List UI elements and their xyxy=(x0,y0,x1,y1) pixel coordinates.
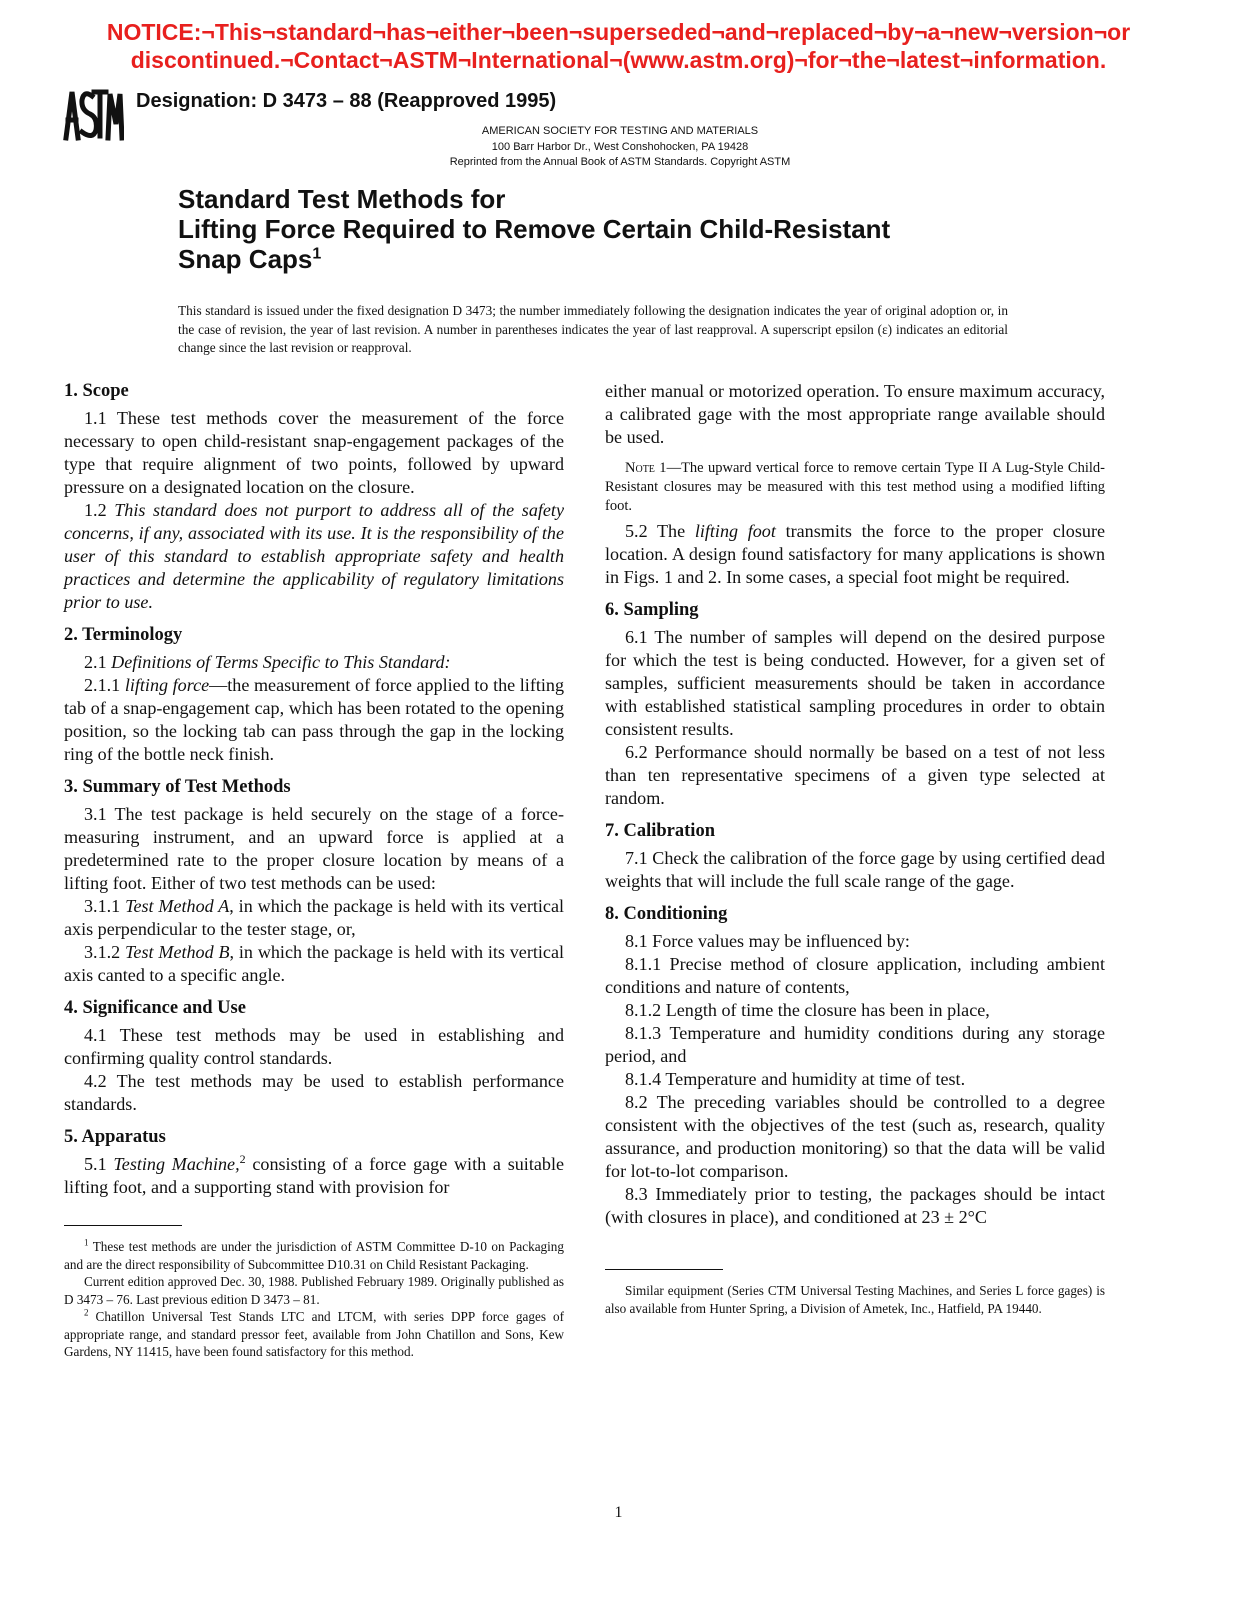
para-8-3: 8.3 Immediately prior to testing, the packages should be intact (with closures in place), and conditioned at 23 ± 2°C xyxy=(605,1184,1105,1227)
para-5-2: 5.2 The lifting foot transmits the force to the proper closure location. A design found satisfactory for many applications is shown in Figs. 1 and 2. In some cases, a special foot might be required. xyxy=(605,521,1106,587)
footnote-2: $^2$ Chatillon Universal Test Stands LTC and LTCM, with series DPP force gages of appropriate range, and standard pressor feet, available from John Chatillon and Sons, Kew Gardens, NY 11415, have been found satisfactory for this method. xyxy=(64,1307,564,1359)
para-4-2: 4.2 The test methods may be used to establish performance standards. xyxy=(64,1071,564,1114)
para-8-1-2: 8.1.2 Length of time the closure has been in place, xyxy=(625,1000,990,1020)
note-1: Note 1—The upward vertical force to remove certain Type II A Lug-Style Child-Resistant closures may be measured with this test method using a modified lifting foot. xyxy=(605,460,1105,514)
section-heading-scope: 1. Scope xyxy=(64,381,129,401)
para-8-1-1: 8.1.1 Precise method of closure application, including ambient conditions and nature of contents, xyxy=(605,954,1105,997)
title-line-2: Lifting Force Required to Remove Certain Child-Resistant xyxy=(178,214,891,244)
para-8-1: 8.1 Force values may be influenced by: xyxy=(625,931,910,951)
para-2-1: 2.1 Definitions of Terms Specific to This Standard: xyxy=(84,652,451,672)
para-8-1-3: 8.1.3 Temperature and humidity conditions during any storage period, and xyxy=(605,1023,1105,1066)
para-1-2: 1.2 This standard does not purport to address all of the safety concerns, if any, associated with its use. It is the responsibility of the user of this standard to establish appropriate safety and health practices and determine the applicability of regulatory limitations prior to use. xyxy=(64,500,564,612)
para-3-1: 3.1 The test package is held securely on the stage of a force-measuring instrument, and an upward force is applied at a predetermined rate to the proper closure location by means of a lifting foot. Either of two test methods can be used: xyxy=(64,804,564,893)
footnote-divider-right xyxy=(605,1269,723,1270)
para-6-1: 6.1 The number of samples will depend on the desired purpose for which the test is being conducted. However, for a given set of samples, sufficient measurements should be taken in accordance with established statistical sampling procedures in order to obtain consistent results. xyxy=(605,627,1105,739)
publisher-block xyxy=(380,124,860,171)
para-8-1-4: 8.1.4 Temperature and humidity at time of test. xyxy=(625,1069,966,1089)
section-heading-conditioning: 8. Conditioning xyxy=(605,904,728,924)
footnote-ref-2: 2 xyxy=(239,1151,246,1166)
footnote-divider xyxy=(64,1225,182,1226)
page-number: 1 xyxy=(614,1504,623,1521)
title-line-3: Snap Caps$^1$ xyxy=(178,244,322,274)
section-heading-apparatus: 5. Apparatus xyxy=(64,1127,166,1147)
issue-statement: This standard is issued under the fixed designation D 3473; the number immediately following the designation indicates the year of original adoption or, in the case of revision, the year of last revision. A number in parentheses indicates the year of last reapproval. A superscript epsilon (ε) indicates an editorial change since the last revision or reapproval. xyxy=(178,303,1008,355)
document-title xyxy=(178,184,1078,274)
designation: Designation: D 3473 – 88 (Reapproved 1995) xyxy=(136,90,557,112)
para-7-1: 7.1 Check the calibration of the force gage by using certified dead weights that will include the full scale range of the gage. xyxy=(605,848,1105,891)
footnote-1-edition: Current edition approved Dec. 30, 1988. Published February 1989. Originally published as D 3473 – 76. Last previous edition D 3473 – 81. xyxy=(64,1274,564,1307)
para-5-1: 5.1 Testing Machine,$^2$ consisting of a force gage with a suitable lifting foot, and a supporting stand with provision for xyxy=(64,1151,564,1197)
para-4-1: 4.1 These test methods may be used in establishing and confirming quality control standards. xyxy=(64,1025,564,1068)
publisher-address: 100 Barr Harbor Dr., West Conshohocken, PA 19428 xyxy=(491,140,749,153)
right-column xyxy=(605,380,1105,1317)
astm-logo-icon xyxy=(62,86,124,142)
para-1-1: 1.1 These test methods cover the measurement of the force necessary to open child-resistant snap-engagement packages of the type that require alignment of two points, followed by upward pressure on a designated location on the closure. xyxy=(64,408,564,497)
para-3-1-2: 3.1.2 Test Method B, in which the package is held with its vertical axis canted to a specific angle. xyxy=(64,942,565,985)
publisher-name: AMERICAN SOCIETY FOR TESTING AND MATERIALS xyxy=(481,125,759,137)
notice-line-2: discontinued.¬Contact¬ASTM¬International¬(www.astm.org)¬for¬the¬latest¬information. xyxy=(130,47,1107,73)
section-heading-terminology: 2. Terminology xyxy=(64,625,183,645)
left-column xyxy=(64,380,564,1361)
section-heading-calibration: 7. Calibration xyxy=(605,821,715,841)
footnote-2-continued: Similar equipment (Series CTM Universal Testing Machines, and Series L force gages) is also available from Hunter Spring, a Division of Ametek, Inc., Hatfield, PA 19440. xyxy=(605,1283,1105,1316)
title-line-1: Standard Test Methods for xyxy=(178,184,506,214)
title-footnote-mark: 1 xyxy=(312,245,322,263)
para-5-1-continued: either manual or motorized operation. To ensure maximum accuracy, a calibrated gage with the most appropriate range available should be used. xyxy=(605,381,1105,447)
publisher-reprint: Reprinted from the Annual Book of ASTM Standards. Copyright ASTM xyxy=(449,156,791,168)
section-heading-summary: 3. Summary of Test Methods xyxy=(64,777,291,797)
section-heading-sampling: 6. Sampling xyxy=(605,600,699,620)
para-8-2: 8.2 The preceding variables should be controlled to a degree consistent with the objectives of the test (such as, research, quality assurance, and production monitoring) so that the data will be valid for lot-to-lot comparison. xyxy=(605,1092,1105,1181)
notice-line-1: NOTICE:¬This¬standard¬has¬either¬been¬superseded¬and¬replaced¬by¬a¬new¬version¬or xyxy=(106,19,1131,45)
para-6-2: 6.2 Performance should normally be based on a test of not less than ten representative specimens of a given type selected at random. xyxy=(605,742,1105,808)
para-3-1-1: 3.1.1 Test Method A, in which the package is held with its vertical axis perpendicular to the tester stage, or, xyxy=(64,896,565,939)
notice-banner xyxy=(0,18,1237,74)
footnote-1: $^1$ These test methods are under the jurisdiction of ASTM Committee D-10 on Packaging and are the direct responsibility of Subcommittee D10.31 on Child Resistant Packaging. xyxy=(64,1237,564,1272)
section-heading-significance: 4. Significance and Use xyxy=(64,998,246,1018)
para-2-1-1: 2.1.1 lifting force—the measurement of force applied to the lifting tab of a snap-engagement cap, which has been rotated to the opening position, so the locking tab can pass through the gap in the locking ring of the bottle neck finish. xyxy=(64,675,565,764)
